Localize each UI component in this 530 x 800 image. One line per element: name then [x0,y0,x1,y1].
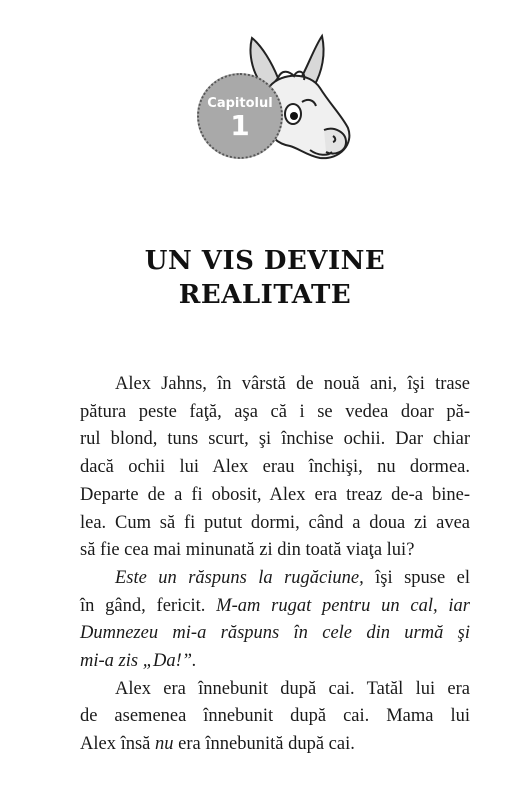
text-line [80,565,470,593]
text-line: pătura peste faţă, aşa că i se vedea doar pă- [80,401,470,422]
text-line: Departe de a fi obosit, Alex era treaz de-a bine- [80,484,470,505]
text-line [80,731,470,759]
text-line: rul blond, tuns scurt, şi închise ochii. Dar chiar [80,429,470,450]
paragraph-2 [80,565,470,676]
paragraph-3 [80,676,470,759]
text-line [80,620,470,648]
chapter-number: 1 [230,108,250,142]
chapter-body [80,371,470,759]
italic-text: mi-a zis „Da!”. [80,651,197,672]
text-line: Alex Jahns, în vârstă de nouă ani, îşi trase [115,374,470,394]
text-line [80,648,470,676]
text-line: lea. Cum să fi putut dormi, când a doua zi avea [80,512,470,533]
italic-text: M-am rugat pentru un cal, iar [216,595,471,616]
chapter-badge [197,73,283,159]
plain-text: Alex însă [80,734,156,755]
italic-text: Este un răspuns la rugăciune, [115,567,364,588]
plain-text: îşi spuse el [363,567,470,588]
chapter-title-line2: REALITATE [178,280,352,310]
chapter-label: Capitolul [207,95,273,111]
italic-text: Dumnezeu mi-a răspuns în cele din urmă şi [80,623,470,644]
italic-text: nu [155,734,174,755]
plain-text: era înnebunită după cai. [173,734,355,755]
text-line: Alex era înnebunit după cai. Tatăl lui era [115,678,470,699]
text-line: să fie cea mai minunată zi din toată viaţa lui? [80,540,415,561]
text-line: de asemenea înnebunit după cai. Mama lui [80,706,470,727]
plain-text: în gând, fericit. [80,595,217,616]
chapter-title [0,244,530,312]
paragraph-1 [80,371,470,565]
text-line [80,593,470,621]
chapter-title-line1: UN VIS DEVINE [144,246,386,276]
text-line: dacă ochii lui Alex erau închişi, nu dormea. [80,457,470,478]
